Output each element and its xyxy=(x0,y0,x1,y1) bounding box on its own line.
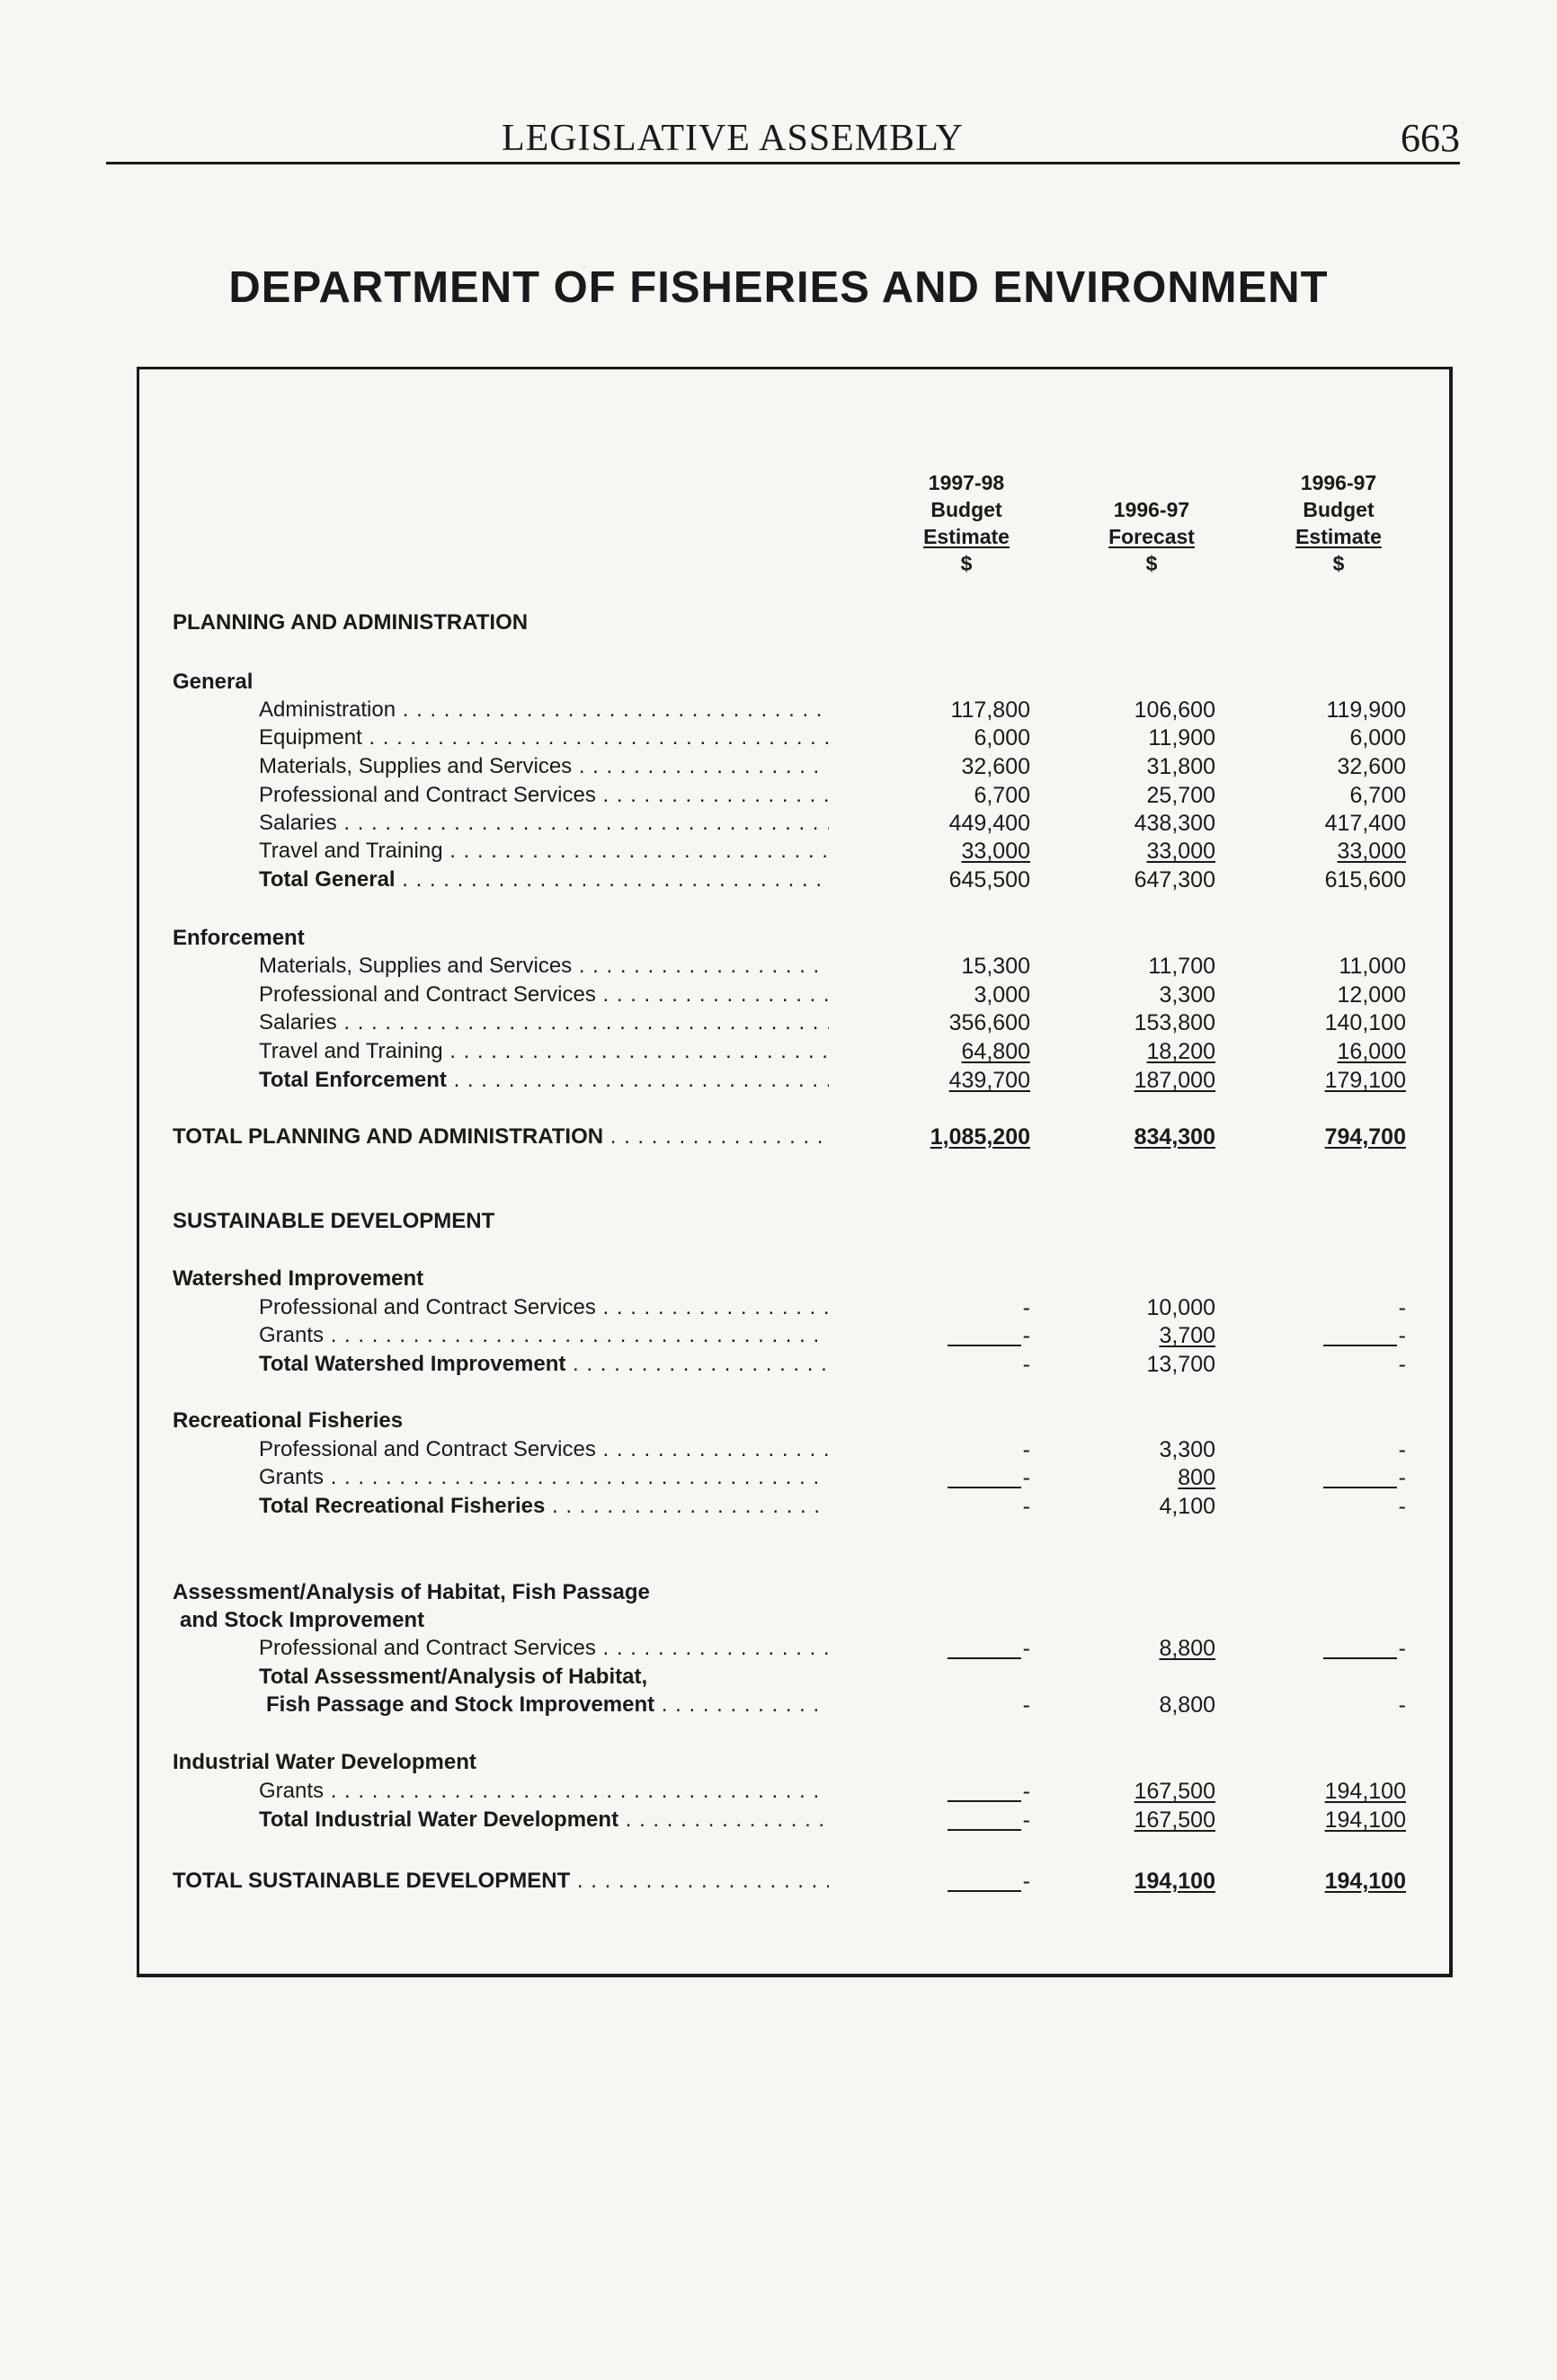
value-forecast: 3,300 xyxy=(1159,1437,1215,1462)
value-1996-97: - xyxy=(1398,1352,1406,1377)
subsection-heading-habitat: Assessment/Analysis of Habitat, Fish Passage xyxy=(173,1580,650,1604)
row-label: Total Industrial Water Development . . . xyxy=(259,1807,829,1834)
value-1997-98: 6,700 xyxy=(974,783,1030,808)
value-1997-98: 32,600 xyxy=(961,754,1030,779)
value-forecast: 3,700 xyxy=(1159,1323,1215,1348)
row-label: Travel and Training . . . xyxy=(259,838,829,865)
value-1996-97: 140,100 xyxy=(1324,1010,1406,1035)
row-label: Total Watershed Improvement . . . xyxy=(259,1351,829,1378)
col-year: 1996-97 xyxy=(1300,471,1377,494)
value-forecast: 25,700 xyxy=(1146,783,1215,808)
value-forecast: 13,700 xyxy=(1146,1352,1215,1377)
value-forecast: 33,000 xyxy=(1146,839,1215,864)
value-1997-98: - xyxy=(1022,1295,1030,1320)
value-1997-98: 439,700 xyxy=(948,1068,1030,1093)
value-1996-97: 194,100 xyxy=(1324,1807,1406,1833)
value-1997-98: - xyxy=(1022,1494,1030,1519)
value-1997-98: - xyxy=(899,1464,1030,1491)
value-forecast: 187,000 xyxy=(1134,1068,1215,1093)
value-1996-97: 119,900 xyxy=(1326,697,1406,723)
value-1996-97: 179,100 xyxy=(1324,1068,1406,1093)
row-label: Professional and Contract Services . . . xyxy=(259,1635,829,1662)
value-1996-97: 794,700 xyxy=(1324,1124,1406,1150)
value-forecast: 10,000 xyxy=(1146,1295,1215,1320)
row-label: Professional and Contract Services . . . xyxy=(259,1294,829,1321)
value-forecast: 11,700 xyxy=(1148,954,1215,979)
row-label: Professional and Contract Services . . . xyxy=(259,1436,829,1463)
row-label: Professional and Contract Services . . . xyxy=(259,981,829,1008)
value-forecast: 153,800 xyxy=(1134,1010,1215,1035)
value-forecast: 647,300 xyxy=(1134,867,1215,892)
value-1997-98: - xyxy=(899,1635,1030,1662)
page-number: 663 xyxy=(1401,116,1460,160)
row-label: Equipment . . . xyxy=(259,724,829,751)
col-year: 1997-98 xyxy=(928,471,1005,494)
row-label: Travel and Training . . . xyxy=(259,1038,829,1065)
col-sub: Forecast xyxy=(1108,525,1195,548)
value-1997-98: - xyxy=(899,1868,1030,1895)
value-1997-98: 3,000 xyxy=(974,982,1030,1008)
budget-table-box xyxy=(137,367,1453,1977)
value-1996-97: 6,000 xyxy=(1349,725,1406,750)
row-label: Grants . . . xyxy=(259,1778,829,1805)
value-1997-98: 645,500 xyxy=(948,867,1030,892)
value-1997-98: - xyxy=(899,1778,1030,1805)
value-forecast: 8,800 xyxy=(1159,1636,1215,1661)
value-1996-97: - xyxy=(1271,1464,1406,1491)
value-forecast: 4,100 xyxy=(1159,1494,1215,1519)
value-1997-98: 117,800 xyxy=(950,697,1030,723)
col-type: Budget xyxy=(930,498,1002,521)
value-1996-97: 33,000 xyxy=(1337,839,1406,864)
value-1996-97: - xyxy=(1398,1437,1406,1462)
value-1996-97: 11,000 xyxy=(1339,954,1406,979)
value-1997-98: - xyxy=(899,1322,1030,1349)
value-1996-97: 615,600 xyxy=(1324,867,1406,892)
subsection-heading-enforcement: Enforcement xyxy=(173,926,305,950)
subsection-heading-industrial: Industrial Water Development xyxy=(173,1750,476,1774)
value-1997-98: 1,085,200 xyxy=(930,1124,1030,1150)
subsection-heading-recreational: Recreational Fisheries xyxy=(173,1408,404,1433)
row-label-cont: Fish Passage and Stock Improvement . . . xyxy=(266,1692,829,1718)
value-1996-97: 12,000 xyxy=(1337,982,1406,1008)
value-1996-97: 32,600 xyxy=(1337,754,1406,779)
value-1996-97: - xyxy=(1271,1635,1406,1662)
col-unit: $ xyxy=(1332,552,1345,575)
value-1997-98: 33,000 xyxy=(961,839,1030,864)
row-label: Salaries . . . xyxy=(259,810,829,837)
value-forecast: 3,300 xyxy=(1159,982,1215,1008)
row-label: Grants . . . xyxy=(259,1322,829,1349)
row-label: TOTAL PLANNING AND ADMINISTRATION . . . xyxy=(173,1123,829,1150)
row-label: TOTAL SUSTAINABLE DEVELOPMENT . . . xyxy=(173,1868,829,1895)
subsection-heading-habitat-cont: and Stock Improvement xyxy=(180,1608,425,1632)
value-1997-98: 15,300 xyxy=(961,954,1030,979)
column-header-forecast-1996-97 xyxy=(1075,496,1228,577)
value-1997-98: - xyxy=(1022,1437,1030,1462)
value-1996-97: - xyxy=(1398,1295,1406,1320)
value-forecast: 438,300 xyxy=(1134,811,1215,836)
value-1997-98: - xyxy=(1022,1352,1030,1377)
page-header-title: LEGISLATIVE ASSEMBLY xyxy=(502,118,964,159)
row-label: Professional and Contract Services . . . xyxy=(259,782,829,809)
value-forecast: 18,200 xyxy=(1146,1039,1215,1064)
value-1997-98: 64,800 xyxy=(961,1039,1030,1064)
col-type: Budget xyxy=(1303,498,1375,521)
subsection-heading-watershed: Watershed Improvement xyxy=(173,1266,424,1291)
section-heading-sustainable: SUSTAINABLE DEVELOPMENT xyxy=(173,1209,495,1233)
value-forecast: 834,300 xyxy=(1134,1124,1215,1150)
col-unit: $ xyxy=(1145,552,1158,575)
value-forecast: 8,800 xyxy=(1159,1692,1215,1718)
subsection-heading-general: General xyxy=(173,670,254,694)
row-label: Administration . . . xyxy=(259,697,829,724)
value-1997-98: 356,600 xyxy=(948,1010,1030,1035)
value-1996-97: - xyxy=(1398,1692,1406,1718)
row-label: Materials, Supplies and Services . . . xyxy=(259,953,829,980)
value-forecast: 800 xyxy=(1178,1465,1215,1490)
value-forecast: 11,900 xyxy=(1148,725,1215,750)
row-label: Grants . . . xyxy=(259,1464,829,1491)
col-sub: Estimate xyxy=(1295,525,1382,548)
row-label: Materials, Supplies and Services . . . xyxy=(259,753,829,780)
column-header-budget-1996-97 xyxy=(1262,469,1415,577)
value-forecast: 194,100 xyxy=(1134,1869,1215,1894)
value-1997-98: - xyxy=(1022,1692,1030,1718)
value-1996-97: - xyxy=(1398,1494,1406,1519)
value-1997-98: 449,400 xyxy=(948,811,1030,836)
header-rule xyxy=(106,162,1460,164)
value-forecast: 167,500 xyxy=(1134,1807,1215,1833)
row-label: Total Enforcement . . . xyxy=(259,1067,829,1094)
value-1997-98: 6,000 xyxy=(974,725,1030,750)
row-label: Total Assessment/Analysis of Habitat, xyxy=(259,1665,648,1689)
value-1997-98: - xyxy=(899,1807,1030,1834)
value-forecast: 31,800 xyxy=(1146,754,1215,779)
col-year: 1996-97 xyxy=(1113,498,1190,521)
department-title: DEPARTMENT OF FISHERIES AND ENVIRONMENT xyxy=(228,263,1329,312)
column-header-budget-1997-98 xyxy=(890,469,1043,577)
row-label: Total General . . . xyxy=(259,866,829,893)
row-label: Salaries . . . xyxy=(259,1009,829,1036)
value-forecast: 167,500 xyxy=(1134,1779,1215,1804)
value-1996-97: 194,100 xyxy=(1324,1779,1406,1804)
value-1996-97: 417,400 xyxy=(1324,811,1406,836)
value-1996-97: 194,100 xyxy=(1324,1869,1406,1894)
row-label: Total Recreational Fisheries . . . xyxy=(259,1493,829,1520)
col-unit: $ xyxy=(960,552,973,575)
value-1996-97: - xyxy=(1271,1322,1406,1349)
section-heading-planning: PLANNING AND ADMINISTRATION xyxy=(173,610,529,635)
value-forecast: 106,600 xyxy=(1134,697,1215,723)
col-sub: Estimate xyxy=(923,525,1010,548)
value-1996-97: 16,000 xyxy=(1337,1039,1406,1064)
value-1996-97: 6,700 xyxy=(1349,783,1406,808)
